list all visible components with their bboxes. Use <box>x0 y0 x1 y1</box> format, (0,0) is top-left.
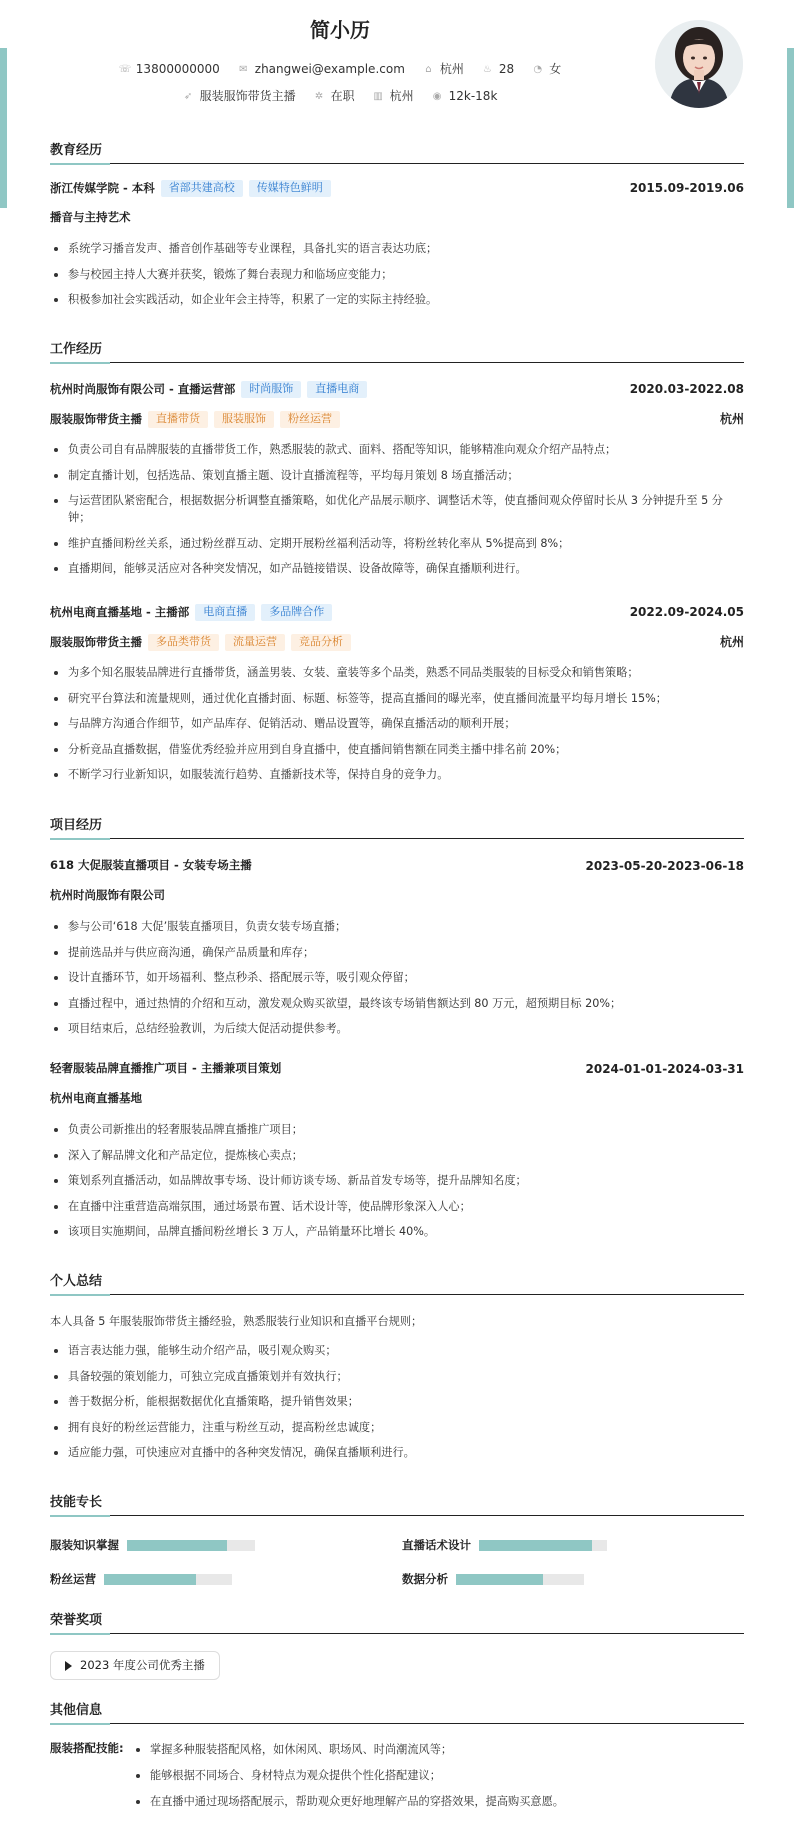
skill-bar <box>456 1574 584 1585</box>
project-1-bullets <box>50 918 744 1046</box>
skill-item <box>50 1538 255 1554</box>
send-icon: ➶ <box>183 90 193 102</box>
project-2-org-row <box>50 1091 744 1107</box>
list-item: 系统学习播音发声、播音创作基础等专业课程，具备扎实的语言表达功底； <box>50 240 744 257</box>
honor-text: 2023 年度公司优秀主播 <box>80 1657 205 1672</box>
company-name: 杭州时尚服饰有限公司 - 直播运营部 <box>50 381 236 396</box>
project-date: 2023-05-20-2023-06-18 <box>585 859 744 873</box>
company-tag: 时尚服饰 <box>241 381 301 398</box>
list-item: 提前选品并与供应商沟通，确保产品质量和库存； <box>50 944 744 961</box>
project-org: 杭州电商直播基地 <box>50 1091 142 1105</box>
work-date: 2022.09-2024.05 <box>629 605 744 620</box>
role-tag: 粉丝运营 <box>280 411 340 428</box>
work-2-role-row <box>50 634 744 651</box>
list-item: 策划系列直播活动，如品牌故事专场、设计师访谈专场、新品首发专场等，提升品牌知名度； <box>50 1172 744 1189</box>
list-item: 掌握多种服装搭配风格，如休闲风、职场风、时尚潮流风等； <box>132 1741 744 1758</box>
list-item: 为多个知名服装品牌进行直播带货，涵盖男装、女装、童装等多个品类，熟悉不同品类服装的目标受众和销售策略； <box>50 664 744 681</box>
role-name: 服装服饰带货主播 <box>50 411 142 426</box>
project-2-bullets <box>50 1121 744 1249</box>
list-item: 制定直播计划，包括选品、策划直播主题、设计直播流程等，平均每月策划 8 场直播活动； <box>50 467 744 484</box>
project-title: 轻奢服装品牌直播推广项目 - 主播兼项目策划 <box>50 1061 282 1076</box>
phone-text: 13800000000 <box>135 62 220 76</box>
work-date: 2020.03-2022.08 <box>629 382 744 397</box>
gender-icon: ◔ <box>533 63 543 75</box>
role-tag: 流量运营 <box>225 634 285 651</box>
education-date: 2015.09-2019.06 <box>629 181 744 196</box>
salary-text: 12k-18k <box>448 89 498 103</box>
list-item: 在直播中通过现场搭配展示，帮助观众更好地理解产品的穿搭效果，提高购买意愿。 <box>132 1793 744 1810</box>
other-info-block <box>50 1741 744 1819</box>
list-item: 积极参加社会实践活动，如企业年会主持等，积累了一定的实际主持经验。 <box>50 291 744 308</box>
section-other-title: 其他信息 <box>50 1702 744 1724</box>
avatar <box>655 20 743 108</box>
role-tag: 直播带货 <box>148 411 208 428</box>
home-icon: ⌂ <box>425 63 432 75</box>
role-tag: 服装服饰 <box>214 411 274 428</box>
phone-info <box>119 61 220 77</box>
work-location: 杭州 <box>719 412 744 427</box>
building-icon: ▥ <box>373 90 383 102</box>
list-item: 与运营团队紧密配合，根据数据分析调整直播策略，如优化产品展示顺序、调整话术等，使直播间观众停留时长从 3 分钟提升至 5 分钟； <box>50 492 744 526</box>
company-tag: 直播电商 <box>307 381 367 398</box>
coin-icon: ◉ <box>432 90 442 102</box>
salary-info <box>432 88 498 104</box>
caret-right-icon <box>65 1661 72 1671</box>
position-text: 服装服饰带货主播 <box>199 89 296 103</box>
company-name: 杭州电商直播基地 - 主播部 <box>50 604 190 619</box>
skill-name: 粉丝运营 <box>50 1572 96 1586</box>
work-location: 杭州 <box>719 635 744 650</box>
company-tag: 多品牌合作 <box>261 604 332 621</box>
skill-bar-fill <box>104 1574 196 1585</box>
list-item: 直播期间，能够灵活应对各种突发情况，如产品链接错误、设备故障等，确保直播顺利进行。 <box>50 560 744 577</box>
list-item: 不断学习行业新知识，如服装流行趋势、直播新技术等，保持自身的竞争力。 <box>50 766 744 783</box>
project-1-org-row <box>50 888 744 904</box>
project-title: 618 大促服装直播项目 - 女装专场主播 <box>50 858 252 873</box>
gender-text: 女 <box>549 62 562 76</box>
skill-item <box>50 1572 232 1588</box>
section-education-title: 教育经历 <box>50 142 744 164</box>
work-2-header-row <box>50 604 744 621</box>
summary-bullets <box>50 1342 744 1470</box>
candidate-name: 简小历 <box>310 18 370 42</box>
work-1-bullets <box>50 441 744 586</box>
gender-info <box>532 61 561 77</box>
list-item: 参与校园主持人大赛并获奖，锻炼了舞台表现力和临场应变能力； <box>50 266 744 283</box>
phone-icon: ☏ <box>118 63 132 75</box>
list-item: 具备较强的策划能力，可独立完成直播策划并有效执行； <box>50 1368 744 1385</box>
section-honors-title: 荣誉奖项 <box>50 1612 744 1634</box>
contact-row <box>0 61 680 77</box>
skill-name: 直播话术设计 <box>402 1538 471 1552</box>
list-item: 研究平台算法和流量规则，通过优化直播封面、标题、标签等，提高直播间的曝光率，使直播间流量平均每月增长 15%； <box>50 690 744 707</box>
skill-bar-fill <box>479 1540 592 1551</box>
skill-bar <box>479 1540 607 1551</box>
avatar-portrait-icon <box>655 20 743 108</box>
summary-intro: 本人具备 5 年服装服饰带货主播经验，熟悉服装行业知识和直播平台规则； <box>50 1315 423 1328</box>
work-2-bullets <box>50 664 744 792</box>
job-intent-row <box>0 88 680 104</box>
skill-name: 服装知识掌握 <box>50 1538 119 1552</box>
list-item: 参与公司‘618 大促’服装直播项目，负责女装专场直播； <box>50 918 744 935</box>
list-item: 该项目实施期间，品牌直播间粉丝增长 3 万人，产品销量环比增长 40%。 <box>50 1223 744 1240</box>
list-item: 善于数据分析，能根据数据优化直播策略，提升销售效果； <box>50 1393 744 1410</box>
work-1-header-row <box>50 381 744 398</box>
role-tag: 竞品分析 <box>291 634 351 651</box>
major-name: 播音与主持艺术 <box>50 210 131 224</box>
age-text: 28 <box>498 62 515 76</box>
skill-name: 数据分析 <box>402 1572 448 1586</box>
city-text: 杭州 <box>439 62 464 76</box>
other-info-label: 服装搭配技能: <box>50 1741 124 1755</box>
education-tag: 省部共建高校 <box>161 180 243 197</box>
list-item: 设计直播环节，如开场福利、整点秒杀、搭配展示等，吸引观众停留； <box>50 969 744 986</box>
list-item: 语言表达能力强，能够生动介绍产品，吸引观众购买； <box>50 1342 744 1359</box>
other-info-bullets <box>132 1741 744 1819</box>
education-bullets <box>50 240 744 317</box>
mail-icon: ✉ <box>239 63 248 75</box>
list-item: 负责公司自有品牌服装的直播带货工作，熟悉服装的款式、面料、搭配等知识，能够精准向观众介绍产品特点； <box>50 441 744 458</box>
school-name: 浙江传媒学院 - 本科 <box>50 180 155 195</box>
education-header-row <box>50 180 744 197</box>
list-item: 维护直播间粉丝关系，通过粉丝群互动、定期开展粉丝福利活动等，将粉丝转化率从 5%提高到 8%； <box>50 535 744 552</box>
list-item: 负责公司新推出的轻奢服装品牌直播推广项目； <box>50 1121 744 1138</box>
honor-item[interactable] <box>50 1651 220 1680</box>
section-projects-title: 项目经历 <box>50 817 744 839</box>
email-text: zhangwei@example.com <box>254 62 405 76</box>
list-item: 分析竞品直播数据，借鉴优秀经验并应用到自身直播中，使直播间销售额在同类主播中排名前 20%； <box>50 741 744 758</box>
list-item: 能够根据不同场合、身材特点为观众提供个性化搭配建议； <box>132 1767 744 1784</box>
company-tag: 电商直播 <box>195 604 255 621</box>
list-item: 直播过程中，通过热情的介绍和互动，激发观众购买欲望，最终该专场销售额达到 80 万元，超预期目标 20%； <box>50 995 744 1012</box>
target-city-info <box>373 88 414 104</box>
target-city-text: 杭州 <box>389 89 414 103</box>
age-info <box>482 61 514 77</box>
list-item: 深入了解品牌文化和产品定位，提炼核心卖点； <box>50 1147 744 1164</box>
section-summary-title: 个人总结 <box>50 1273 744 1295</box>
email-info <box>238 61 405 77</box>
list-item: 在直播中注重营造高端氛围，通过场景布置、话术设计等，使品牌形象深入人心； <box>50 1198 744 1215</box>
skill-item <box>402 1538 607 1554</box>
list-item: 适应能力强，可快速应对直播中的各种突发情况，确保直播顺利进行。 <box>50 1444 744 1461</box>
role-name: 服装服饰带货主播 <box>50 634 142 649</box>
list-item: 项目结束后，总结经验教训，为后续大促活动提供参考。 <box>50 1020 744 1037</box>
education-tag: 传媒特色鲜明 <box>249 180 331 197</box>
skill-item <box>402 1572 584 1588</box>
cake-icon: ♨ <box>482 63 492 75</box>
gear-icon: ✲ <box>314 90 324 102</box>
major-row <box>50 210 744 226</box>
role-tag: 多品类带货 <box>148 634 219 651</box>
section-work-title: 工作经历 <box>50 341 744 363</box>
status-info <box>314 88 355 104</box>
project-date: 2024-01-01-2024-03-31 <box>585 1062 744 1076</box>
project-1-header-row <box>50 858 744 874</box>
skill-bar-fill <box>127 1540 227 1551</box>
skill-bar <box>127 1540 255 1551</box>
city-info <box>423 61 464 77</box>
project-2-header-row <box>50 1061 744 1077</box>
resume-header <box>0 0 794 125</box>
project-org: 杭州时尚服饰有限公司 <box>50 888 165 902</box>
list-item: 拥有良好的粉丝运营能力，注重与粉丝互动，提高粉丝忠诚度； <box>50 1419 744 1436</box>
skill-bar <box>104 1574 232 1585</box>
work-1-role-row <box>50 411 744 428</box>
position-info <box>183 88 296 104</box>
status-text: 在职 <box>330 89 355 103</box>
skill-bar-fill <box>456 1574 543 1585</box>
list-item: 与品牌方沟通合作细节，如产品库存、促销活动、赠品设置等，确保直播活动的顺利开展； <box>50 715 744 732</box>
section-skills-title: 技能专长 <box>50 1494 744 1516</box>
